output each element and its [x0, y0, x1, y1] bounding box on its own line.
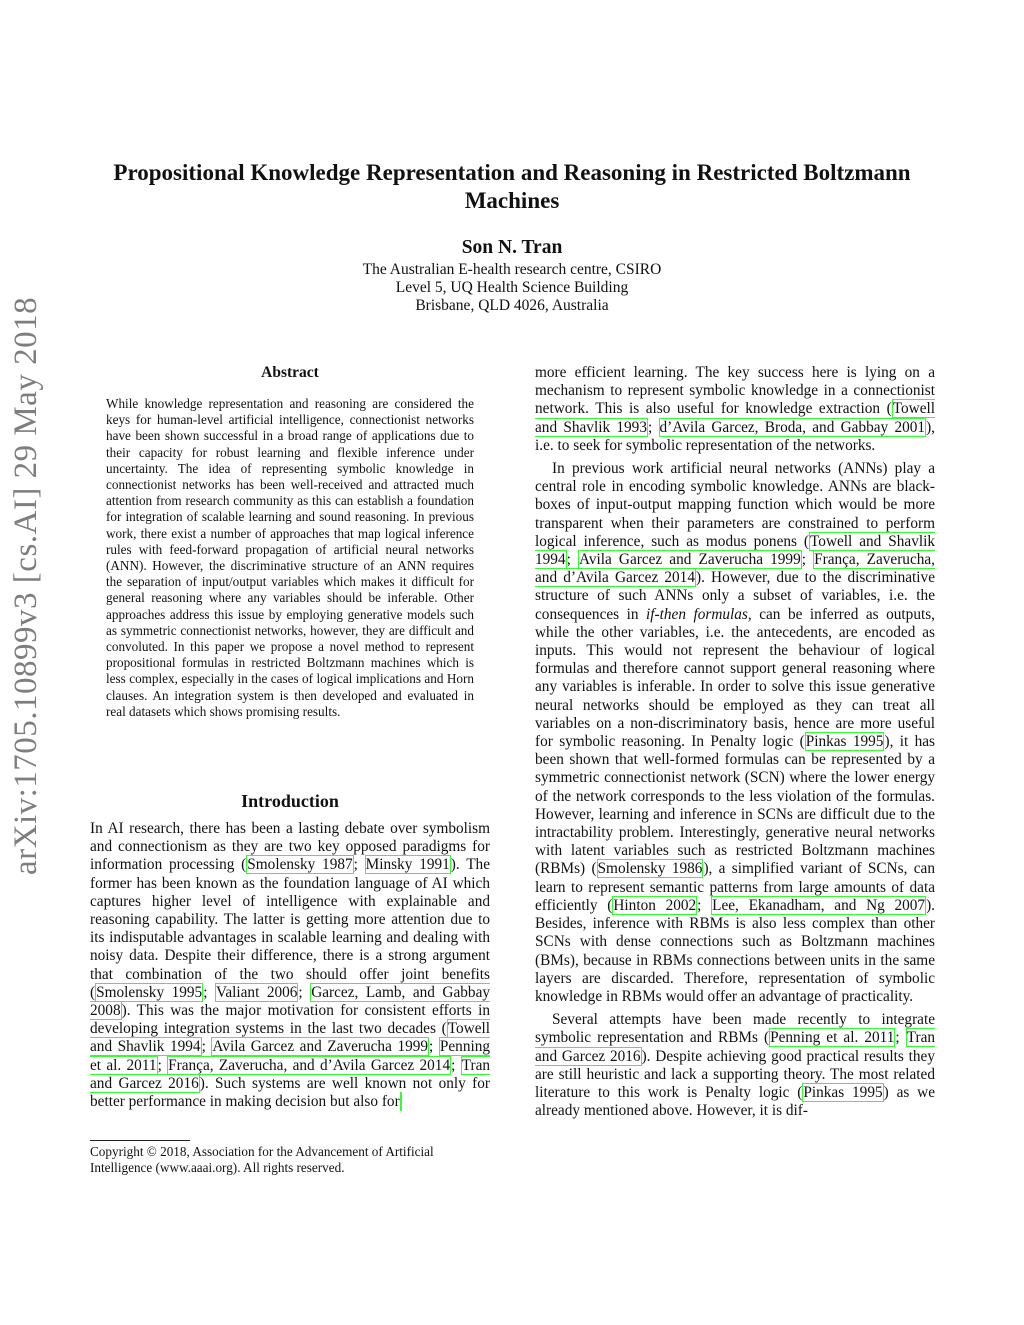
- citation-link[interactable]: Avila Garcez and Zaverucha 1999: [212, 1038, 429, 1056]
- body-paragraph: [535, 364, 935, 455]
- citation-link[interactable]: Smolensky 1987: [247, 856, 353, 874]
- text-run: ), it has been shown that well-formed formulas can be represented by a symmetric connectionist network (SCN) where the lower energy of the network corresponds to the less violation of the formulas. However, learning and inference in SCNs are difficult due to the intractability problem. Interestingly, generative neural networks with latent variables such as restricted Boltzmann machines (RBMs) (: [535, 733, 936, 878]
- citation-link[interactable]: Penning et al. 2011: [770, 1029, 895, 1047]
- left-column: [90, 820, 490, 1116]
- author-name: Son N. Tran: [461, 237, 563, 258]
- body-paragraph: [535, 460, 935, 1006]
- citation-link[interactable]: Tran and Garcez 2016: [90, 1056, 491, 1092]
- text-run: ;: [895, 1029, 906, 1047]
- affiliation-line: The Australian E-health research centre, CSIRO: [362, 261, 662, 278]
- citation-link[interactable]: Valiant 2006: [215, 983, 298, 1001]
- citation-link[interactable]: Lee, Ekanadham, and Ng 2007: [712, 896, 926, 914]
- copyright-footnote: Copyright © 2018, Association for the Advancement of Artificial Intelligence (www.aaai.org). All rights reserved.: [90, 1144, 434, 1175]
- citation-link[interactable]: Towell and Shavlik 1994: [535, 532, 935, 569]
- text-run: ;: [566, 551, 578, 569]
- text-run: more efficient learning. The key success here is lying on a mechanism to represent symbolic knowledge in a connectionist network. This is also useful for knowledge extraction (: [535, 364, 935, 418]
- citation-link[interactable]: Avila Garcez and Zaverucha 1999: [578, 551, 801, 569]
- emphasis-text: if-then formulas: [646, 605, 748, 623]
- citation-link[interactable]: Hinton 2002: [613, 896, 697, 914]
- text-run: ;: [429, 1038, 439, 1056]
- text-run: ). Such systems are well known not only for better performance in making decision but also for: [90, 1074, 490, 1111]
- abstract-text: While knowledge representation and reasoning are considered the keys for human-level artificial intelligence, connectionist networks have been shown successful in a broad range of applications due to their capacity for robust learning and flexible inference under uncertainty. The idea of representing symbolic knowledge in connectionist networks has been well-received and attracted much attention from research community as this can establish a foundation for integration of scalable learning and sound reasoning. In previous work, there exist a number of approaches that map logical inference rules with feed-forward propagation of artificial neural networks (ANN). However, the discriminative structure of an ANN requires the separation of input/output variables which makes it difficult for general reasoning where any variables should be inferable. Other approaches address this issue by employing generative models such as symmetric connectionist networks, however, they are difficult and convoluted. In this paper we propose a novel method to represent propositional formulas in restricted Boltzmann machines which is less complex, especially in the cases of logical implications and Horn clauses. An integration system is then developed and evaluated in real datasets which shows promising results.: [106, 396, 474, 719]
- citation-link[interactable]: Towell and Shavlik 1994: [90, 1020, 490, 1056]
- affiliation-line: Level 5, UQ Health Science Building: [395, 279, 629, 296]
- text-run: ;: [157, 1056, 168, 1074]
- text-run: In AI research, there has been a lasting debate over symbolism and connectionism as they are two key opposed paradigms for information processing (: [90, 820, 490, 874]
- introduction-heading: Introduction: [241, 791, 339, 811]
- text-run: ), i.e. to seek for symbolic representation of the networks.: [535, 418, 935, 454]
- citation-link[interactable]: Garcez, Lamb, and Gabbay 2008: [90, 983, 491, 1020]
- right-column: [535, 364, 935, 1125]
- citation-link[interactable]: Pinkas 1995: [805, 733, 884, 751]
- text-run: ;: [697, 896, 712, 914]
- text-run: ). This was the major motivation for consistent efforts in developing integration systems in the last two decades (: [90, 1002, 490, 1038]
- text-run: Several attempts have been made recently to integrate symbolic representation and RBMs (: [535, 1011, 935, 1047]
- text-run: ). The former has been known as the foundation language of AI which captures higher level of intelligence with explainable and reasoning capability. The latter is getting more attention due to its indisputable advantages in scalable learning and dealing with noisy data. Despite their difference, there is a strong argument that combination of the two should offer joint benefits (: [90, 856, 490, 1001]
- affiliation-line: Brisbane, QLD 4026, Australia: [415, 297, 609, 314]
- citation-link[interactable]: Smolensky 1986: [597, 860, 703, 878]
- paper-title: Propositional Knowledge Representation and Reasoning in Restricted Boltzmann Machines: [113, 160, 911, 213]
- text-run: ;: [201, 1038, 212, 1056]
- text-run: ). However, due to the discriminative structure of such ANNs only a subset of variables, i.e. the consequences in: [535, 569, 935, 623]
- text-run: ), a simplified variant of SCNs, can learn to represent semantic patterns from large amounts of data efficiently (: [535, 860, 935, 914]
- text-run: ;: [203, 983, 215, 1001]
- text-run: , can be inferred as outputs, while the other variables, i.e. the antecedents, are encoded as inputs. This would not represent the behaviour of logical formulas and therefore cannot support general reasoning where any variables is inferable. In order to solve this issue generative neural networks should be employed as they can treat all variables on a non-discriminatory basis, hence are more useful for symbolic reasoning. In Penalty logic (: [535, 605, 935, 751]
- intro-paragraph: [90, 820, 490, 1111]
- text-run: In previous work artificial neural networks (ANNs) play a central role in encoding symbolic knowledge. ANNs are black-boxes of input-output mapping function which would be more transparent when their parameters are constrained to perform logical inference, such as modus ponens (: [535, 460, 935, 550]
- citation-link[interactable]: Penning et al. 2011: [90, 1038, 491, 1074]
- citation-link[interactable]: Minsky 1991: [365, 856, 450, 874]
- citation-link[interactable]: França, Zaverucha, and d’Avila Garcez 2014: [168, 1056, 451, 1074]
- citation-link[interactable]: d’Avila Garcez, Broda, and Gabbay 2001: [659, 418, 926, 436]
- footnote-rule: [90, 1140, 190, 1141]
- citation-link[interactable]: Towell and Shavlik 1993: [535, 400, 935, 436]
- arxiv-identifier: arXiv:1705.10899v3 [cs.AI] 29 May 2018: [8, 296, 44, 875]
- text-run: ) as we already mentioned above. However, it is dif-: [535, 1083, 935, 1120]
- text-run: ;: [298, 983, 311, 1001]
- text-run: ;: [451, 1056, 461, 1074]
- citation-link[interactable]: Tran and Garcez 2016: [535, 1029, 936, 1065]
- text-run: ;: [353, 856, 365, 874]
- citation-link[interactable]: Pinkas 1995: [803, 1083, 883, 1101]
- citation-link[interactable]: França, Zaverucha, and d’Avila Garcez 2014: [535, 551, 936, 587]
- text-run: ). Besides, inference with RBMs is also less complex than other SCNs with dense connections such as Boltzmann machines (BMs), because in RBMs connections between units in the same layers are discarded. Therefore, representation of symbolic knowledge in RBMs would offer an advantage of practicality.: [535, 896, 935, 1005]
- abstract-heading: Abstract: [261, 364, 319, 381]
- text-run: ). Despite achieving good practical results they are still heuristic and lack a supporting theory. The most related literature to this work is Penalty logic (: [535, 1047, 935, 1101]
- text-run: ;: [647, 418, 659, 436]
- body-paragraph: [535, 1011, 935, 1120]
- citation-link[interactable]: Smolensky 1995: [96, 983, 203, 1001]
- citation-link[interactable]: [400, 1092, 402, 1111]
- text-run: ;: [801, 551, 814, 569]
